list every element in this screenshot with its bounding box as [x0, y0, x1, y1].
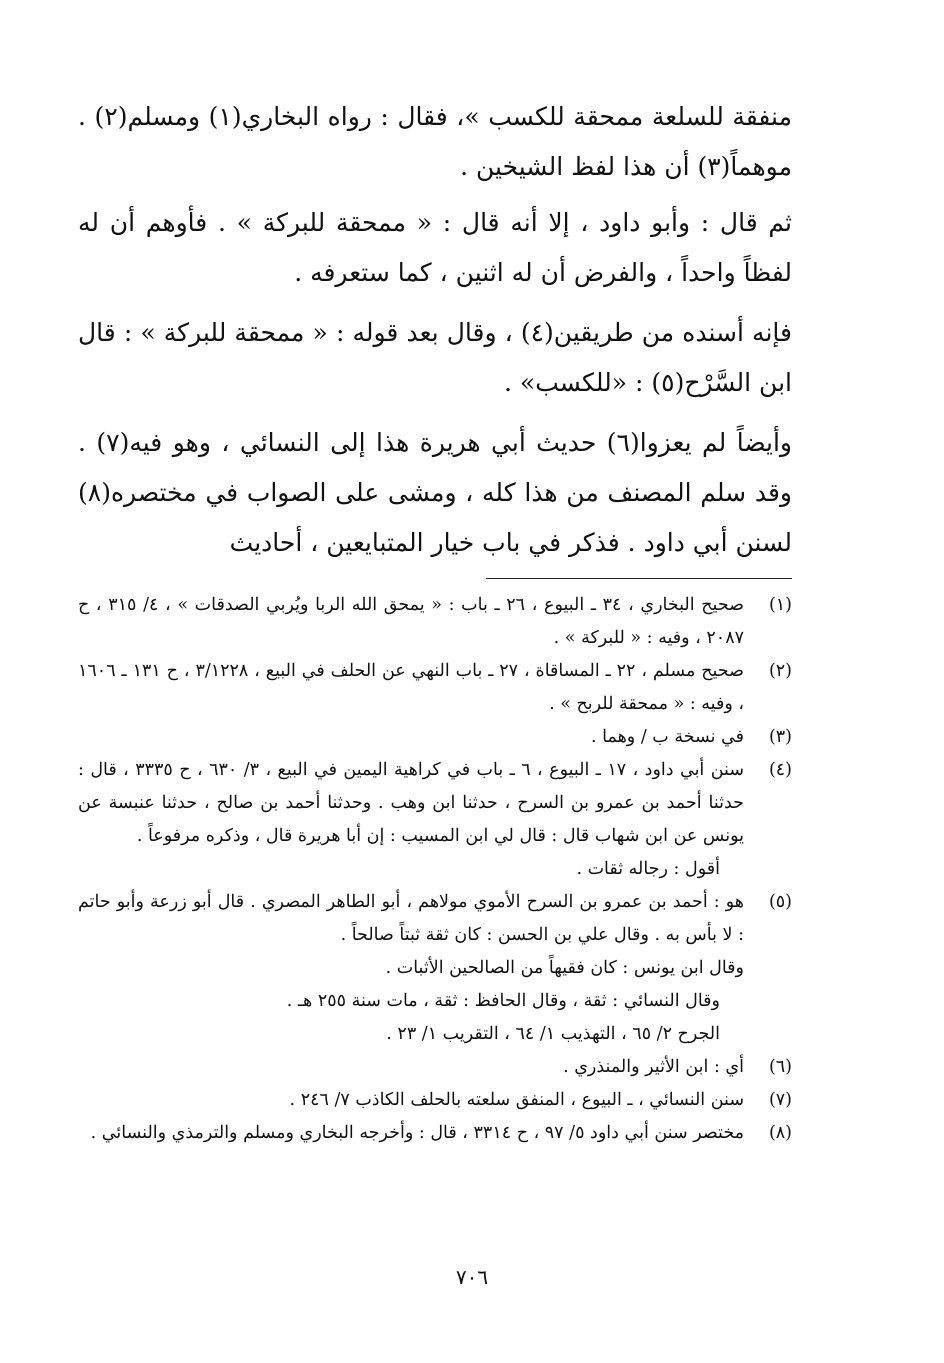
footnote-text — [78, 655, 744, 721]
footnote-line: وقال ابن يونس : كان فقيهاً من الصالحين الأثبات . — [385, 958, 744, 978]
footnote-line: سنن أبي داود ، ١٧ ـ البيوع ، ٦ ـ باب في كراهية اليمين في البيع ، ٣/ ٦٣٠ ، ح ٣٣٣٥ ، قال : حدثنا أحمد بن عمرو بن السرح ، حدثنا ابن وهب . وحدثنا أحمد بن صالح ، حدثنا عنبسة عن يونس عن ابن شهاب قال : قال لي ابن المسيب : إن أبا هريرة قال ، وذكره مرفوعاً . — [78, 760, 744, 846]
footnote-text — [78, 589, 744, 655]
footnote — [78, 754, 792, 886]
footnote-text — [78, 1084, 744, 1117]
footnote-line: مختصر سنن أبي داود ٥/ ٩٧ ، ح ٣٣١٤ ، قال : وأخرجه البخاري ومسلم والترمذي والنسائي . — [90, 1123, 744, 1143]
footnotes — [78, 589, 792, 1150]
book-page — [78, 92, 792, 1150]
footnote-number: (٤) — [768, 760, 792, 780]
footnote-text — [78, 754, 744, 886]
footnote-line: صحيح مسلم ، ٢٢ ـ المساقاة ، ٢٧ ـ باب النهي عن الحلف في البيع ، ٣/١٢٢٨ ، ح ١٣١ ـ ١٦٠٦ ، وفيه : « ممحقة للربح » . — [78, 661, 744, 714]
footnote-line: سنن النسائي ، ـ البيوع ، المنفق سلعته بالحلف الكاذب ٧/ ٢٤٦ . — [289, 1090, 744, 1110]
footnote-number: (٦) — [768, 1057, 792, 1077]
main-paragraph: فإنه أسنده من طريقين(٤) ، وقال بعد قوله : « ممحقة للبركة » : قال ابن السَّرْح(٥) : «للكسب» . — [78, 318, 792, 397]
footnote-line: هو : أحمد بن عمرو بن السرح الأموي مولاهم ، أبو الطاهر المصري . قال أبو زرعة وأبو حاتم : لا بأس به . وقال علي بن الحسن : كان ثقة ثبتاً صالحاً . — [78, 892, 744, 945]
footnote — [78, 886, 792, 1051]
footnote — [78, 589, 792, 655]
footnote — [78, 1051, 792, 1084]
footnote-number: (٢) — [768, 661, 792, 681]
footnote-text — [78, 886, 744, 1051]
footnote-comment: وقال النسائي : ثقة ، وقال الحافظ : ثقة ، مات سنة ٢٥٥ هـ . — [286, 991, 720, 1011]
main-paragraph: منفقة للسلعة ممحقة للكسب »، فقال : رواه البخاري(١) ومسلم(٢) . موهماً(٣) أن هذا لفظ الشيخين . — [78, 102, 792, 181]
footnote-number: (٧) — [768, 1090, 792, 1110]
footnote — [78, 655, 792, 721]
main-text — [78, 92, 792, 568]
footnote-text — [78, 1117, 744, 1150]
footnote-comment: أقول : رجاله ثقات . — [576, 859, 720, 879]
footnote-number: (٨) — [768, 1123, 792, 1143]
main-paragraph: ثم قال : وأبو داود ، إلا أنه قال : « ممحقة للبركة » . فأوهم أن له لفظاً واحداً ، والفرض أن له اثنين ، كما ستعرفه . — [78, 208, 792, 287]
footnote-number: (٣) — [768, 727, 792, 747]
footnote-separator — [486, 578, 792, 579]
footnote-line: صحيح البخاري ، ٣٤ ـ البيوع ، ٢٦ ـ باب : « يمحق الله الربا ويُربي الصدقات » ، ٤/ ٣١٥ ، ح ٢٠٨٧ ، وفيه : « للبركة » . — [78, 595, 744, 648]
footnote — [78, 1117, 792, 1150]
footnote-text — [78, 721, 744, 754]
footnote — [78, 721, 792, 754]
footnote-number: (١) — [768, 595, 792, 615]
footnote — [78, 1084, 792, 1117]
footnote-line: أي : ابن الأثير والمنذري . — [563, 1057, 744, 1077]
footnote-text — [78, 1051, 744, 1084]
main-paragraph: وأيضاً لم يعزوا(٦) حديث أبي هريرة هذا إلى النسائي ، وهو فيه(٧) . وقد سلم المصنف من هذا كله ، ومشى على الصواب في مختصره(٨) لسنن أبي داود . فذكر في باب خيار المتبايعين ، أحاديث — [78, 428, 793, 557]
footnote-number: (٥) — [768, 892, 792, 912]
page-number: ٧٠٦ — [455, 1265, 489, 1289]
footnote-line: في نسخة ب / وهما . — [591, 727, 744, 747]
footnote-comment: الجرح ٢/ ٦٥ ، التهذيب ١/ ٦٤ ، التقريب ١/ ٢٣ . — [386, 1024, 720, 1044]
